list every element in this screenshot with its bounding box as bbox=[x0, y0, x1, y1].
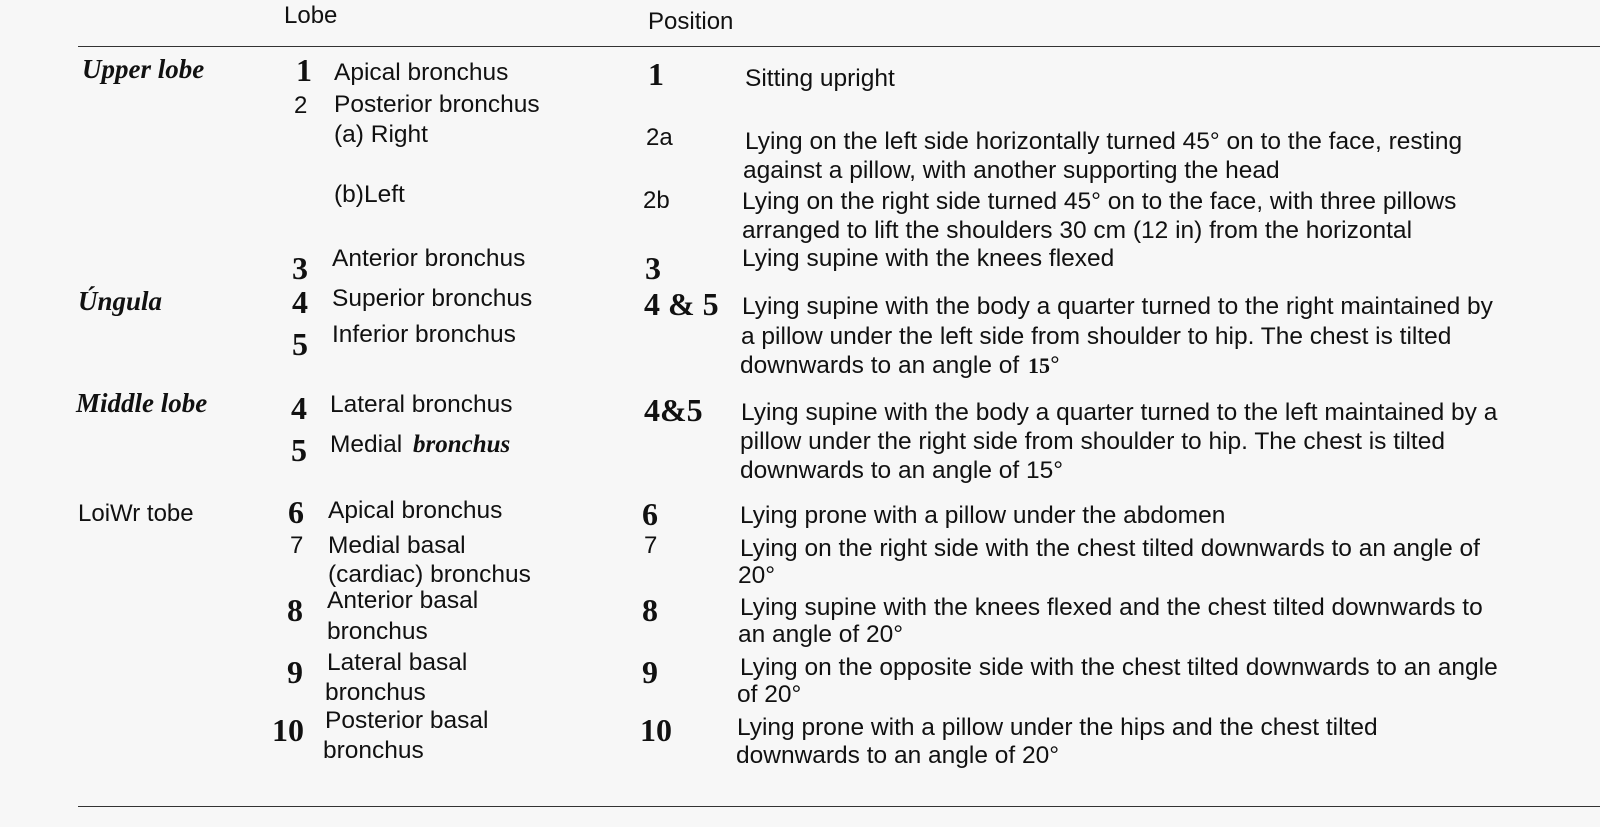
position-description: downwards to an angle of 15° bbox=[740, 457, 1064, 484]
bronchus-label: Posterior basal bbox=[325, 707, 489, 734]
position-number: 9 bbox=[642, 654, 658, 690]
position-description: Lying supine with the knees flexed bbox=[742, 245, 1115, 272]
position-number: 8 bbox=[642, 592, 658, 628]
bronchus-label: (a) Right bbox=[334, 121, 428, 148]
position-number: 10 bbox=[640, 712, 672, 748]
bronchus-number: 5 bbox=[291, 432, 307, 468]
bronchus-number: 6 bbox=[288, 494, 304, 530]
position-description: Lying on the left side horizontally turned 45° on to the face, resting bbox=[745, 128, 1463, 155]
bronchus-label: Lateral bronchus bbox=[330, 391, 513, 418]
position-number: 7 bbox=[644, 532, 658, 559]
section-upper-lobe: Upper lobe bbox=[82, 54, 205, 84]
position-number: 2a bbox=[646, 124, 673, 151]
position-description: Lying on the right side turned 45° on to the face, with three pillows bbox=[742, 188, 1457, 215]
position-description: arranged to lift the shoulders 30 cm (12 in) from the horizontal bbox=[742, 217, 1413, 244]
bronchus-number: 5 bbox=[292, 326, 308, 362]
position-description: Lying on the right side with the chest tilted downwards to an angle of bbox=[740, 535, 1480, 562]
bronchus-label: Apical bronchus bbox=[334, 59, 509, 86]
position-description: against a pillow, with another supporting the head bbox=[743, 157, 1280, 184]
footer-rule bbox=[78, 806, 1600, 807]
position-number: 2b bbox=[643, 187, 670, 214]
position-description: Lying supine with the body a quarter turned to the left maintained by a bbox=[741, 399, 1498, 426]
bronchus-number: 3 bbox=[292, 250, 308, 286]
bronchus-label bbox=[330, 430, 510, 460]
bronchus-number: 4 bbox=[291, 390, 307, 426]
bronchus-label: Inferior bronchus bbox=[332, 321, 516, 348]
section-middle-lobe: Middle lobe bbox=[76, 388, 208, 418]
bronchus-label: bronchus bbox=[325, 679, 426, 706]
bronchus-label: bronchus bbox=[323, 737, 424, 764]
position-description: downwards to an angle of 20° bbox=[736, 742, 1060, 769]
section-ungula: Úngula bbox=[78, 286, 163, 316]
bronchus-label: Medial basal bbox=[328, 532, 466, 559]
bronchus-label-part: Medial bbox=[330, 431, 403, 458]
bronchus-label: Posterior bronchus bbox=[334, 91, 540, 118]
bronchus-label-part: bronchus bbox=[413, 431, 511, 458]
bronchus-number: 7 bbox=[290, 532, 304, 559]
position-description bbox=[740, 351, 1060, 380]
bronchus-number: 2 bbox=[294, 92, 308, 119]
position-number: 6 bbox=[642, 496, 658, 532]
position-number: 4&5 bbox=[644, 392, 703, 428]
bronchus-label: Anterior bronchus bbox=[332, 245, 526, 272]
bronchus-label: Anterior basal bbox=[327, 587, 479, 614]
bronchus-label: (b)Left bbox=[334, 181, 405, 208]
position-description: Lying supine with the body a quarter turned to the right maintained by bbox=[742, 293, 1493, 320]
degree-symbol: ° bbox=[1050, 352, 1060, 379]
position-description: Lying prone with a pillow under the hips and the chest tilted bbox=[737, 714, 1378, 741]
position-description: pillow under the right side from shoulder to hip. The chest is tilted bbox=[740, 428, 1445, 455]
position-angle: 15 bbox=[1028, 353, 1051, 378]
position-description: a pillow under the left side from shoulder to hip. The chest is tilted bbox=[741, 323, 1452, 350]
position-number: 3 bbox=[645, 250, 661, 286]
bronchus-number: 1 bbox=[296, 52, 312, 88]
position-description-part: downwards to an angle of bbox=[740, 352, 1020, 379]
position-description: Lying on the opposite side with the chest tilted downwards to an angle bbox=[740, 654, 1498, 681]
position-number: 1 bbox=[648, 56, 664, 92]
section-lower-lobe: LoiWr tobe bbox=[78, 500, 194, 527]
bronchus-number: 8 bbox=[287, 592, 303, 628]
bronchus-number: 9 bbox=[287, 654, 303, 690]
position-description: Sitting upright bbox=[745, 65, 895, 92]
position-description: 20° bbox=[738, 562, 776, 589]
position-description: of 20° bbox=[737, 681, 802, 708]
header-lobe: Lobe bbox=[284, 2, 338, 29]
position-description: Lying prone with a pillow under the abdomen bbox=[740, 502, 1226, 529]
position-number: 4 & 5 bbox=[644, 286, 719, 322]
bronchus-label: Lateral basal bbox=[327, 649, 468, 676]
position-description: Lying supine with the knees flexed and the chest tilted downwards to bbox=[740, 594, 1483, 621]
header-rule bbox=[78, 46, 1600, 47]
bronchus-label: (cardiac) bronchus bbox=[328, 561, 531, 588]
bronchus-label: bronchus bbox=[327, 618, 428, 645]
position-description: an angle of 20° bbox=[738, 621, 904, 648]
bronchus-label: Superior bronchus bbox=[332, 285, 533, 312]
bronchus-label: Apical bronchus bbox=[328, 497, 503, 524]
header-position: Position bbox=[648, 8, 734, 35]
bronchus-number: 4 bbox=[292, 284, 308, 320]
bronchus-number: 10 bbox=[272, 712, 304, 748]
